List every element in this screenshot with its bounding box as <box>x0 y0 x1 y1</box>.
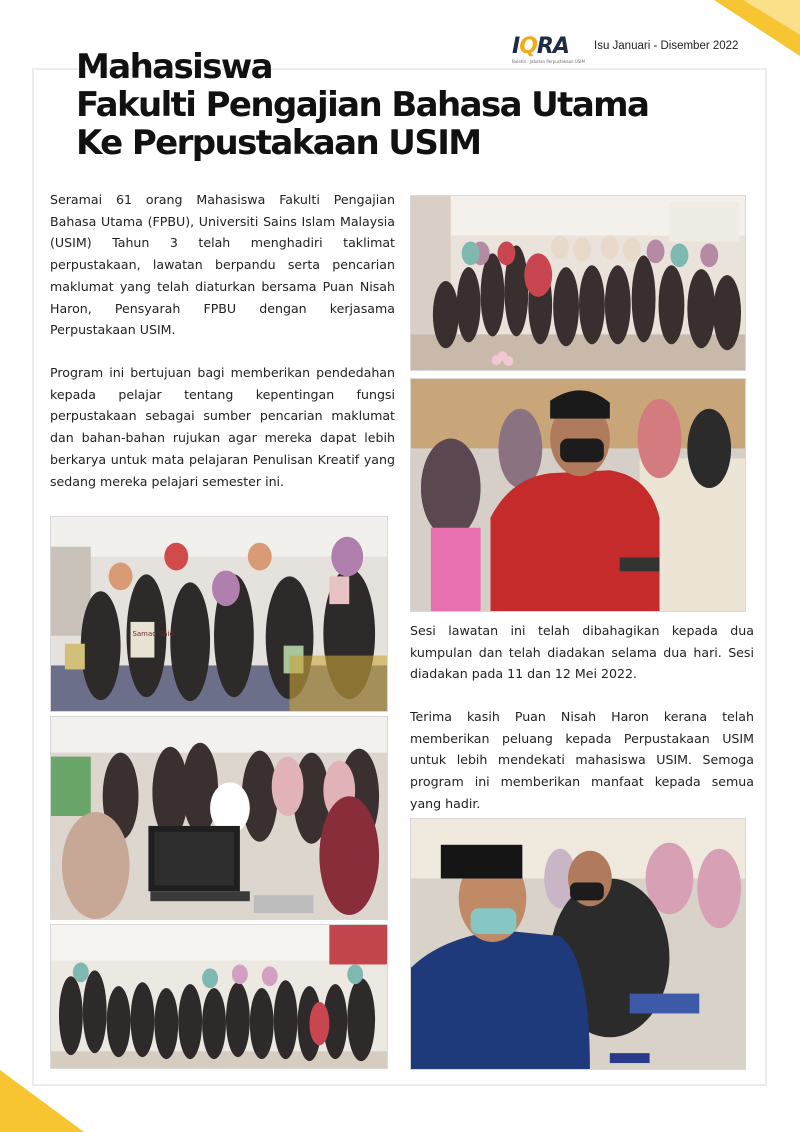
issue-label: Isu Januari - Disember 2022 <box>594 40 739 52</box>
photo-group-lobby <box>410 195 746 371</box>
logo-subtitle: Buletin · Jabatan Perpustakaan USIM <box>512 59 585 64</box>
paragraph-objective: Program ini bertujuan bagi memberikan pendedahan kepada pelajar tentang kepentingan fungsi perpustakaan sebagai sumber pencarian maklumat dan bahan-bahan rujukan agar mereka dapat lebih berkarya untuk mata pelajaran Penulisan Kreatif yang sedang mereka pelajari semester ini. <box>50 365 395 489</box>
title-line-3: Ke Perpustakaan USIM <box>76 123 481 163</box>
book-title-text: Samad Said <box>132 629 174 638</box>
title-line-2: Fakulti Pengajian Bahasa Utama <box>76 85 649 125</box>
article-title <box>76 48 648 162</box>
paragraph-sessions: Sesi lawatan ini telah dibahagikan kepada dua kumpulan dan telah diadakan selama dua hari. Sesi diadakan pada 11 dan 12 Mei 2022. <box>410 623 754 682</box>
photo-students-books <box>50 516 388 712</box>
photo-students-computer <box>50 716 388 920</box>
photo-student-phone <box>410 378 746 612</box>
photo-group-second <box>50 924 388 1069</box>
logo-wordmark: IQRA <box>512 34 569 59</box>
photo-students-seated <box>410 818 746 1070</box>
paragraph-thanks: Terima kasih Puan Nisah Haron kerana telah memberikan peluang kepada Perpustakaan USIM untuk lebih mendekati mahasiswa USIM. Semoga program ini memberikan manfaat kepada semua yang hadir. <box>410 709 754 811</box>
paragraph-intro: Seramai 61 orang Mahasiswa Fakulti Pengajian Bahasa Utama (FPBU), Universiti Sains Islam Malaysia (USIM) Tahun 3 telah menghadiri taklimat perpustakaan, lawatan berpandu serta pencarian maklumat yang telah diaturkan bersama Puan Nisah Haron, Pensyarah FPBU dengan kerjasama Perpustakaan USIM. <box>50 192 395 338</box>
title-line-1: Mahasiswa <box>76 47 273 87</box>
